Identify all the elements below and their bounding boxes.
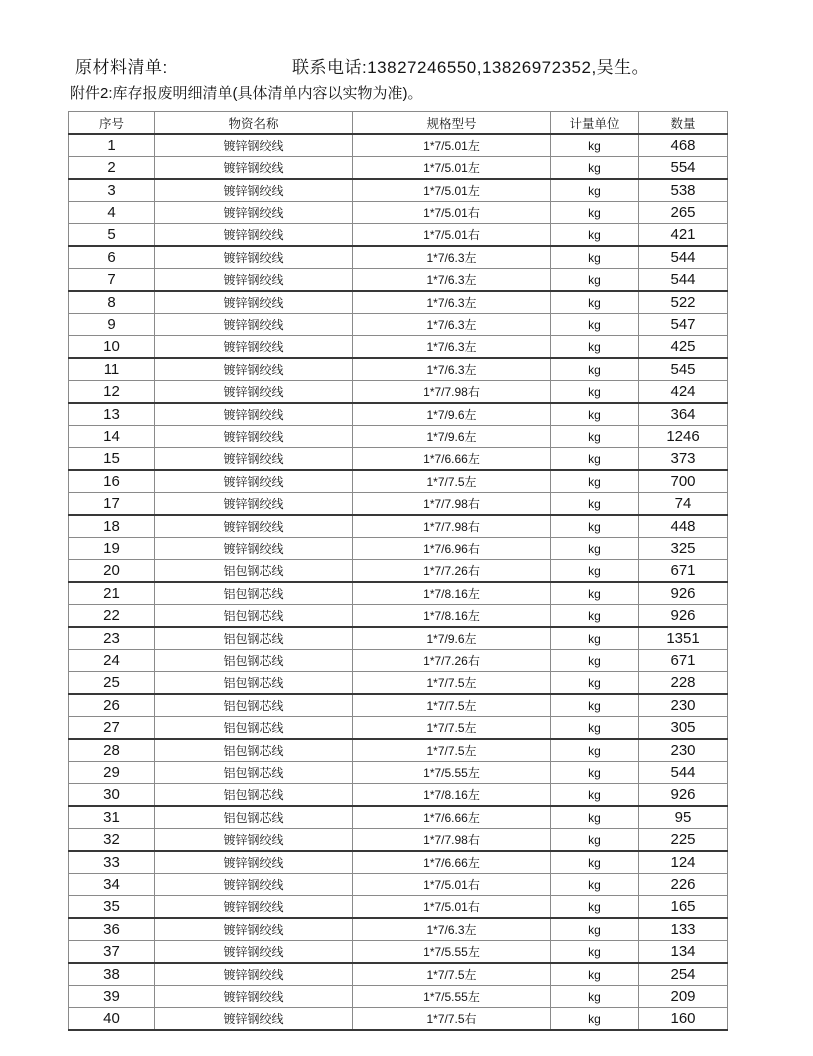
cell-quantity: 554 (639, 157, 728, 180)
table-row (69, 762, 728, 784)
cell-name: 镀锌钢绞线 (155, 426, 353, 448)
cell-serial: 2 (69, 157, 155, 180)
cell-name: 镀锌钢绞线 (155, 896, 353, 919)
cell-name: 铝包钢芯线 (155, 627, 353, 650)
cell-serial: 15 (69, 448, 155, 471)
cell-spec: 1*7/7.98右 (353, 493, 551, 516)
materials-table (68, 111, 728, 1031)
cell-quantity: 325 (639, 538, 728, 560)
table-row (69, 918, 728, 941)
table-row (69, 963, 728, 986)
table-row (69, 941, 728, 964)
cell-unit: kg (551, 672, 639, 695)
cell-spec: 1*7/5.55左 (353, 762, 551, 784)
cell-unit: kg (551, 426, 639, 448)
cell-unit: kg (551, 986, 639, 1008)
cell-serial: 40 (69, 1008, 155, 1031)
cell-unit: kg (551, 493, 639, 516)
cell-name: 镀锌钢绞线 (155, 941, 353, 964)
table-row (69, 448, 728, 471)
cell-serial: 39 (69, 986, 155, 1008)
cell-unit: kg (551, 650, 639, 672)
cell-spec: 1*7/8.16左 (353, 784, 551, 807)
cell-unit: kg (551, 224, 639, 247)
cell-spec: 1*7/7.5左 (353, 470, 551, 493)
cell-unit: kg (551, 874, 639, 896)
cell-unit: kg (551, 179, 639, 202)
table-row (69, 179, 728, 202)
attachment-subtitle: 附件2:库存报废明细清单(具体清单内容以实物为准)。 (70, 85, 423, 102)
cell-name: 铝包钢芯线 (155, 717, 353, 740)
contact-phone-line: 联系电话:13827246550,13826972352,吴生。 (292, 58, 650, 77)
cell-unit: kg (551, 291, 639, 314)
cell-serial: 34 (69, 874, 155, 896)
cell-name: 镀锌钢绞线 (155, 134, 353, 157)
header-cell-spec: 规格型号 (353, 112, 551, 135)
cell-name: 铝包钢芯线 (155, 784, 353, 807)
table-row (69, 829, 728, 852)
cell-serial: 29 (69, 762, 155, 784)
cell-spec: 1*7/7.98右 (353, 381, 551, 404)
cell-unit: kg (551, 582, 639, 605)
cell-quantity: 226 (639, 874, 728, 896)
cell-unit: kg (551, 246, 639, 269)
cell-name: 铝包钢芯线 (155, 582, 353, 605)
cell-name: 镀锌钢绞线 (155, 851, 353, 874)
table-row (69, 426, 728, 448)
cell-name: 铝包钢芯线 (155, 762, 353, 784)
cell-name: 镀锌钢绞线 (155, 829, 353, 852)
cell-spec: 1*7/8.16左 (353, 605, 551, 628)
cell-quantity: 228 (639, 672, 728, 695)
cell-unit: kg (551, 515, 639, 538)
cell-serial: 25 (69, 672, 155, 695)
cell-serial: 13 (69, 403, 155, 426)
table-row (69, 470, 728, 493)
table-row (69, 851, 728, 874)
cell-serial: 9 (69, 314, 155, 336)
cell-serial: 14 (69, 426, 155, 448)
cell-serial: 23 (69, 627, 155, 650)
cell-name: 镀锌钢绞线 (155, 470, 353, 493)
cell-serial: 24 (69, 650, 155, 672)
cell-spec: 1*7/6.3左 (353, 358, 551, 381)
table-row (69, 694, 728, 717)
cell-spec: 1*7/6.3左 (353, 918, 551, 941)
cell-name: 铝包钢芯线 (155, 739, 353, 762)
table-row (69, 582, 728, 605)
table-row (69, 739, 728, 762)
cell-serial: 31 (69, 806, 155, 829)
cell-quantity: 547 (639, 314, 728, 336)
table-row (69, 560, 728, 583)
cell-spec: 1*7/7.5左 (353, 739, 551, 762)
table-row (69, 717, 728, 740)
table-row (69, 806, 728, 829)
cell-spec: 1*7/7.98右 (353, 829, 551, 852)
cell-serial: 21 (69, 582, 155, 605)
cell-quantity: 1246 (639, 426, 728, 448)
document-title: 原材料清单: (75, 58, 168, 77)
cell-quantity: 926 (639, 605, 728, 628)
cell-spec: 1*7/6.96右 (353, 538, 551, 560)
cell-unit: kg (551, 605, 639, 628)
cell-serial: 35 (69, 896, 155, 919)
cell-spec: 1*7/6.3左 (353, 291, 551, 314)
cell-spec: 1*7/7.5左 (353, 717, 551, 740)
table-row (69, 896, 728, 919)
cell-quantity: 165 (639, 896, 728, 919)
cell-name: 镀锌钢绞线 (155, 1008, 353, 1031)
cell-unit: kg (551, 963, 639, 986)
cell-unit: kg (551, 448, 639, 471)
cell-unit: kg (551, 403, 639, 426)
cell-serial: 18 (69, 515, 155, 538)
table-row (69, 493, 728, 516)
cell-unit: kg (551, 762, 639, 784)
cell-serial: 8 (69, 291, 155, 314)
header-cell-name: 物资名称 (155, 112, 353, 135)
cell-quantity: 545 (639, 358, 728, 381)
cell-name: 镀锌钢绞线 (155, 986, 353, 1008)
table-row (69, 269, 728, 292)
table-row (69, 224, 728, 247)
cell-spec: 1*7/6.3左 (353, 336, 551, 359)
cell-serial: 16 (69, 470, 155, 493)
cell-unit: kg (551, 336, 639, 359)
cell-quantity: 225 (639, 829, 728, 852)
cell-spec: 1*7/6.66左 (353, 806, 551, 829)
cell-unit: kg (551, 134, 639, 157)
cell-name: 镀锌钢绞线 (155, 874, 353, 896)
cell-serial: 10 (69, 336, 155, 359)
cell-quantity: 230 (639, 694, 728, 717)
cell-serial: 6 (69, 246, 155, 269)
cell-name: 镀锌钢绞线 (155, 515, 353, 538)
cell-name: 镀锌钢绞线 (155, 493, 353, 516)
cell-unit: kg (551, 157, 639, 180)
cell-name: 镀锌钢绞线 (155, 179, 353, 202)
cell-quantity: 160 (639, 1008, 728, 1031)
cell-quantity: 74 (639, 493, 728, 516)
cell-unit: kg (551, 560, 639, 583)
cell-spec: 1*7/5.01左 (353, 179, 551, 202)
cell-serial: 36 (69, 918, 155, 941)
cell-unit: kg (551, 314, 639, 336)
cell-quantity: 700 (639, 470, 728, 493)
cell-serial: 20 (69, 560, 155, 583)
table-row (69, 314, 728, 336)
cell-name: 镀锌钢绞线 (155, 538, 353, 560)
cell-quantity: 373 (639, 448, 728, 471)
cell-quantity: 671 (639, 650, 728, 672)
cell-unit: kg (551, 739, 639, 762)
cell-quantity: 230 (639, 739, 728, 762)
cell-name: 镀锌钢绞线 (155, 381, 353, 404)
table-row (69, 538, 728, 560)
table-row (69, 358, 728, 381)
cell-quantity: 134 (639, 941, 728, 964)
cell-spec: 1*7/9.6左 (353, 426, 551, 448)
cell-quantity: 305 (639, 717, 728, 740)
cell-serial: 7 (69, 269, 155, 292)
header-cell-quantity: 数量 (639, 112, 728, 135)
cell-unit: kg (551, 538, 639, 560)
cell-quantity: 538 (639, 179, 728, 202)
cell-unit: kg (551, 627, 639, 650)
cell-unit: kg (551, 694, 639, 717)
cell-spec: 1*7/7.5右 (353, 1008, 551, 1031)
cell-name: 镀锌钢绞线 (155, 963, 353, 986)
cell-unit: kg (551, 470, 639, 493)
cell-unit: kg (551, 806, 639, 829)
cell-unit: kg (551, 717, 639, 740)
cell-spec: 1*7/5.55左 (353, 986, 551, 1008)
cell-name: 铝包钢芯线 (155, 694, 353, 717)
cell-unit: kg (551, 896, 639, 919)
cell-quantity: 544 (639, 246, 728, 269)
table-row (69, 515, 728, 538)
cell-spec: 1*7/5.55左 (353, 941, 551, 964)
cell-unit: kg (551, 358, 639, 381)
cell-quantity: 522 (639, 291, 728, 314)
cell-name: 镀锌钢绞线 (155, 157, 353, 180)
table-row (69, 246, 728, 269)
cell-serial: 1 (69, 134, 155, 157)
cell-spec: 1*7/7.26右 (353, 560, 551, 583)
cell-name: 镀锌钢绞线 (155, 403, 353, 426)
table-row (69, 202, 728, 224)
cell-spec: 1*7/5.01左 (353, 134, 551, 157)
cell-serial: 19 (69, 538, 155, 560)
cell-quantity: 421 (639, 224, 728, 247)
header-cell-serial: 序号 (69, 112, 155, 135)
table-row (69, 381, 728, 404)
cell-name: 镀锌钢绞线 (155, 269, 353, 292)
cell-quantity: 265 (639, 202, 728, 224)
cell-quantity: 544 (639, 762, 728, 784)
cell-name: 镀锌钢绞线 (155, 224, 353, 247)
cell-unit: kg (551, 269, 639, 292)
table-row (69, 874, 728, 896)
cell-serial: 12 (69, 381, 155, 404)
cell-serial: 28 (69, 739, 155, 762)
cell-unit: kg (551, 829, 639, 852)
cell-name: 铝包钢芯线 (155, 806, 353, 829)
cell-name: 铝包钢芯线 (155, 672, 353, 695)
cell-unit: kg (551, 941, 639, 964)
cell-quantity: 425 (639, 336, 728, 359)
cell-quantity: 1351 (639, 627, 728, 650)
cell-spec: 1*7/6.66左 (353, 448, 551, 471)
cell-quantity: 364 (639, 403, 728, 426)
cell-spec: 1*7/6.3左 (353, 269, 551, 292)
cell-quantity: 926 (639, 784, 728, 807)
table-row (69, 986, 728, 1008)
cell-spec: 1*7/7.5左 (353, 963, 551, 986)
cell-quantity: 926 (639, 582, 728, 605)
cell-quantity: 424 (639, 381, 728, 404)
cell-name: 镀锌钢绞线 (155, 358, 353, 381)
cell-serial: 38 (69, 963, 155, 986)
cell-serial: 33 (69, 851, 155, 874)
cell-name: 镀锌钢绞线 (155, 291, 353, 314)
header-cell-unit: 计量单位 (551, 112, 639, 135)
table-row (69, 336, 728, 359)
cell-serial: 37 (69, 941, 155, 964)
table-row (69, 403, 728, 426)
cell-quantity: 95 (639, 806, 728, 829)
cell-spec: 1*7/7.98右 (353, 515, 551, 538)
cell-unit: kg (551, 202, 639, 224)
cell-name: 铝包钢芯线 (155, 650, 353, 672)
table-body (69, 134, 728, 1030)
cell-spec: 1*7/5.01右 (353, 202, 551, 224)
cell-name: 铝包钢芯线 (155, 605, 353, 628)
cell-serial: 4 (69, 202, 155, 224)
cell-quantity: 124 (639, 851, 728, 874)
cell-quantity: 468 (639, 134, 728, 157)
cell-quantity: 448 (639, 515, 728, 538)
table-row (69, 672, 728, 695)
cell-serial: 32 (69, 829, 155, 852)
cell-serial: 27 (69, 717, 155, 740)
table-row (69, 784, 728, 807)
cell-serial: 3 (69, 179, 155, 202)
cell-quantity: 133 (639, 918, 728, 941)
cell-name: 镀锌钢绞线 (155, 314, 353, 336)
table-header-row (69, 112, 728, 135)
cell-serial: 30 (69, 784, 155, 807)
cell-unit: kg (551, 851, 639, 874)
cell-spec: 1*7/5.01左 (353, 157, 551, 180)
cell-spec: 1*7/5.01右 (353, 224, 551, 247)
cell-serial: 22 (69, 605, 155, 628)
cell-quantity: 544 (639, 269, 728, 292)
cell-spec: 1*7/7.5左 (353, 672, 551, 695)
table-row (69, 1008, 728, 1031)
cell-spec: 1*7/8.16左 (353, 582, 551, 605)
cell-unit: kg (551, 381, 639, 404)
cell-unit: kg (551, 1008, 639, 1031)
cell-name: 镀锌钢绞线 (155, 202, 353, 224)
table-row (69, 605, 728, 628)
cell-name: 镀锌钢绞线 (155, 246, 353, 269)
cell-quantity: 209 (639, 986, 728, 1008)
table-row (69, 291, 728, 314)
table-row (69, 157, 728, 180)
cell-unit: kg (551, 918, 639, 941)
cell-name: 铝包钢芯线 (155, 560, 353, 583)
cell-serial: 5 (69, 224, 155, 247)
cell-name: 镀锌钢绞线 (155, 336, 353, 359)
cell-serial: 11 (69, 358, 155, 381)
table-row (69, 650, 728, 672)
cell-spec: 1*7/6.3左 (353, 314, 551, 336)
cell-spec: 1*7/6.3左 (353, 246, 551, 269)
cell-spec: 1*7/5.01右 (353, 874, 551, 896)
cell-unit: kg (551, 784, 639, 807)
table-row (69, 627, 728, 650)
cell-serial: 17 (69, 493, 155, 516)
cell-spec: 1*7/5.01右 (353, 896, 551, 919)
table-row (69, 134, 728, 157)
cell-name: 镀锌钢绞线 (155, 918, 353, 941)
cell-serial: 26 (69, 694, 155, 717)
cell-spec: 1*7/7.26右 (353, 650, 551, 672)
cell-spec: 1*7/9.6左 (353, 403, 551, 426)
cell-name: 镀锌钢绞线 (155, 448, 353, 471)
cell-spec: 1*7/9.6左 (353, 627, 551, 650)
cell-spec: 1*7/6.66左 (353, 851, 551, 874)
cell-spec: 1*7/7.5左 (353, 694, 551, 717)
cell-quantity: 254 (639, 963, 728, 986)
cell-quantity: 671 (639, 560, 728, 583)
